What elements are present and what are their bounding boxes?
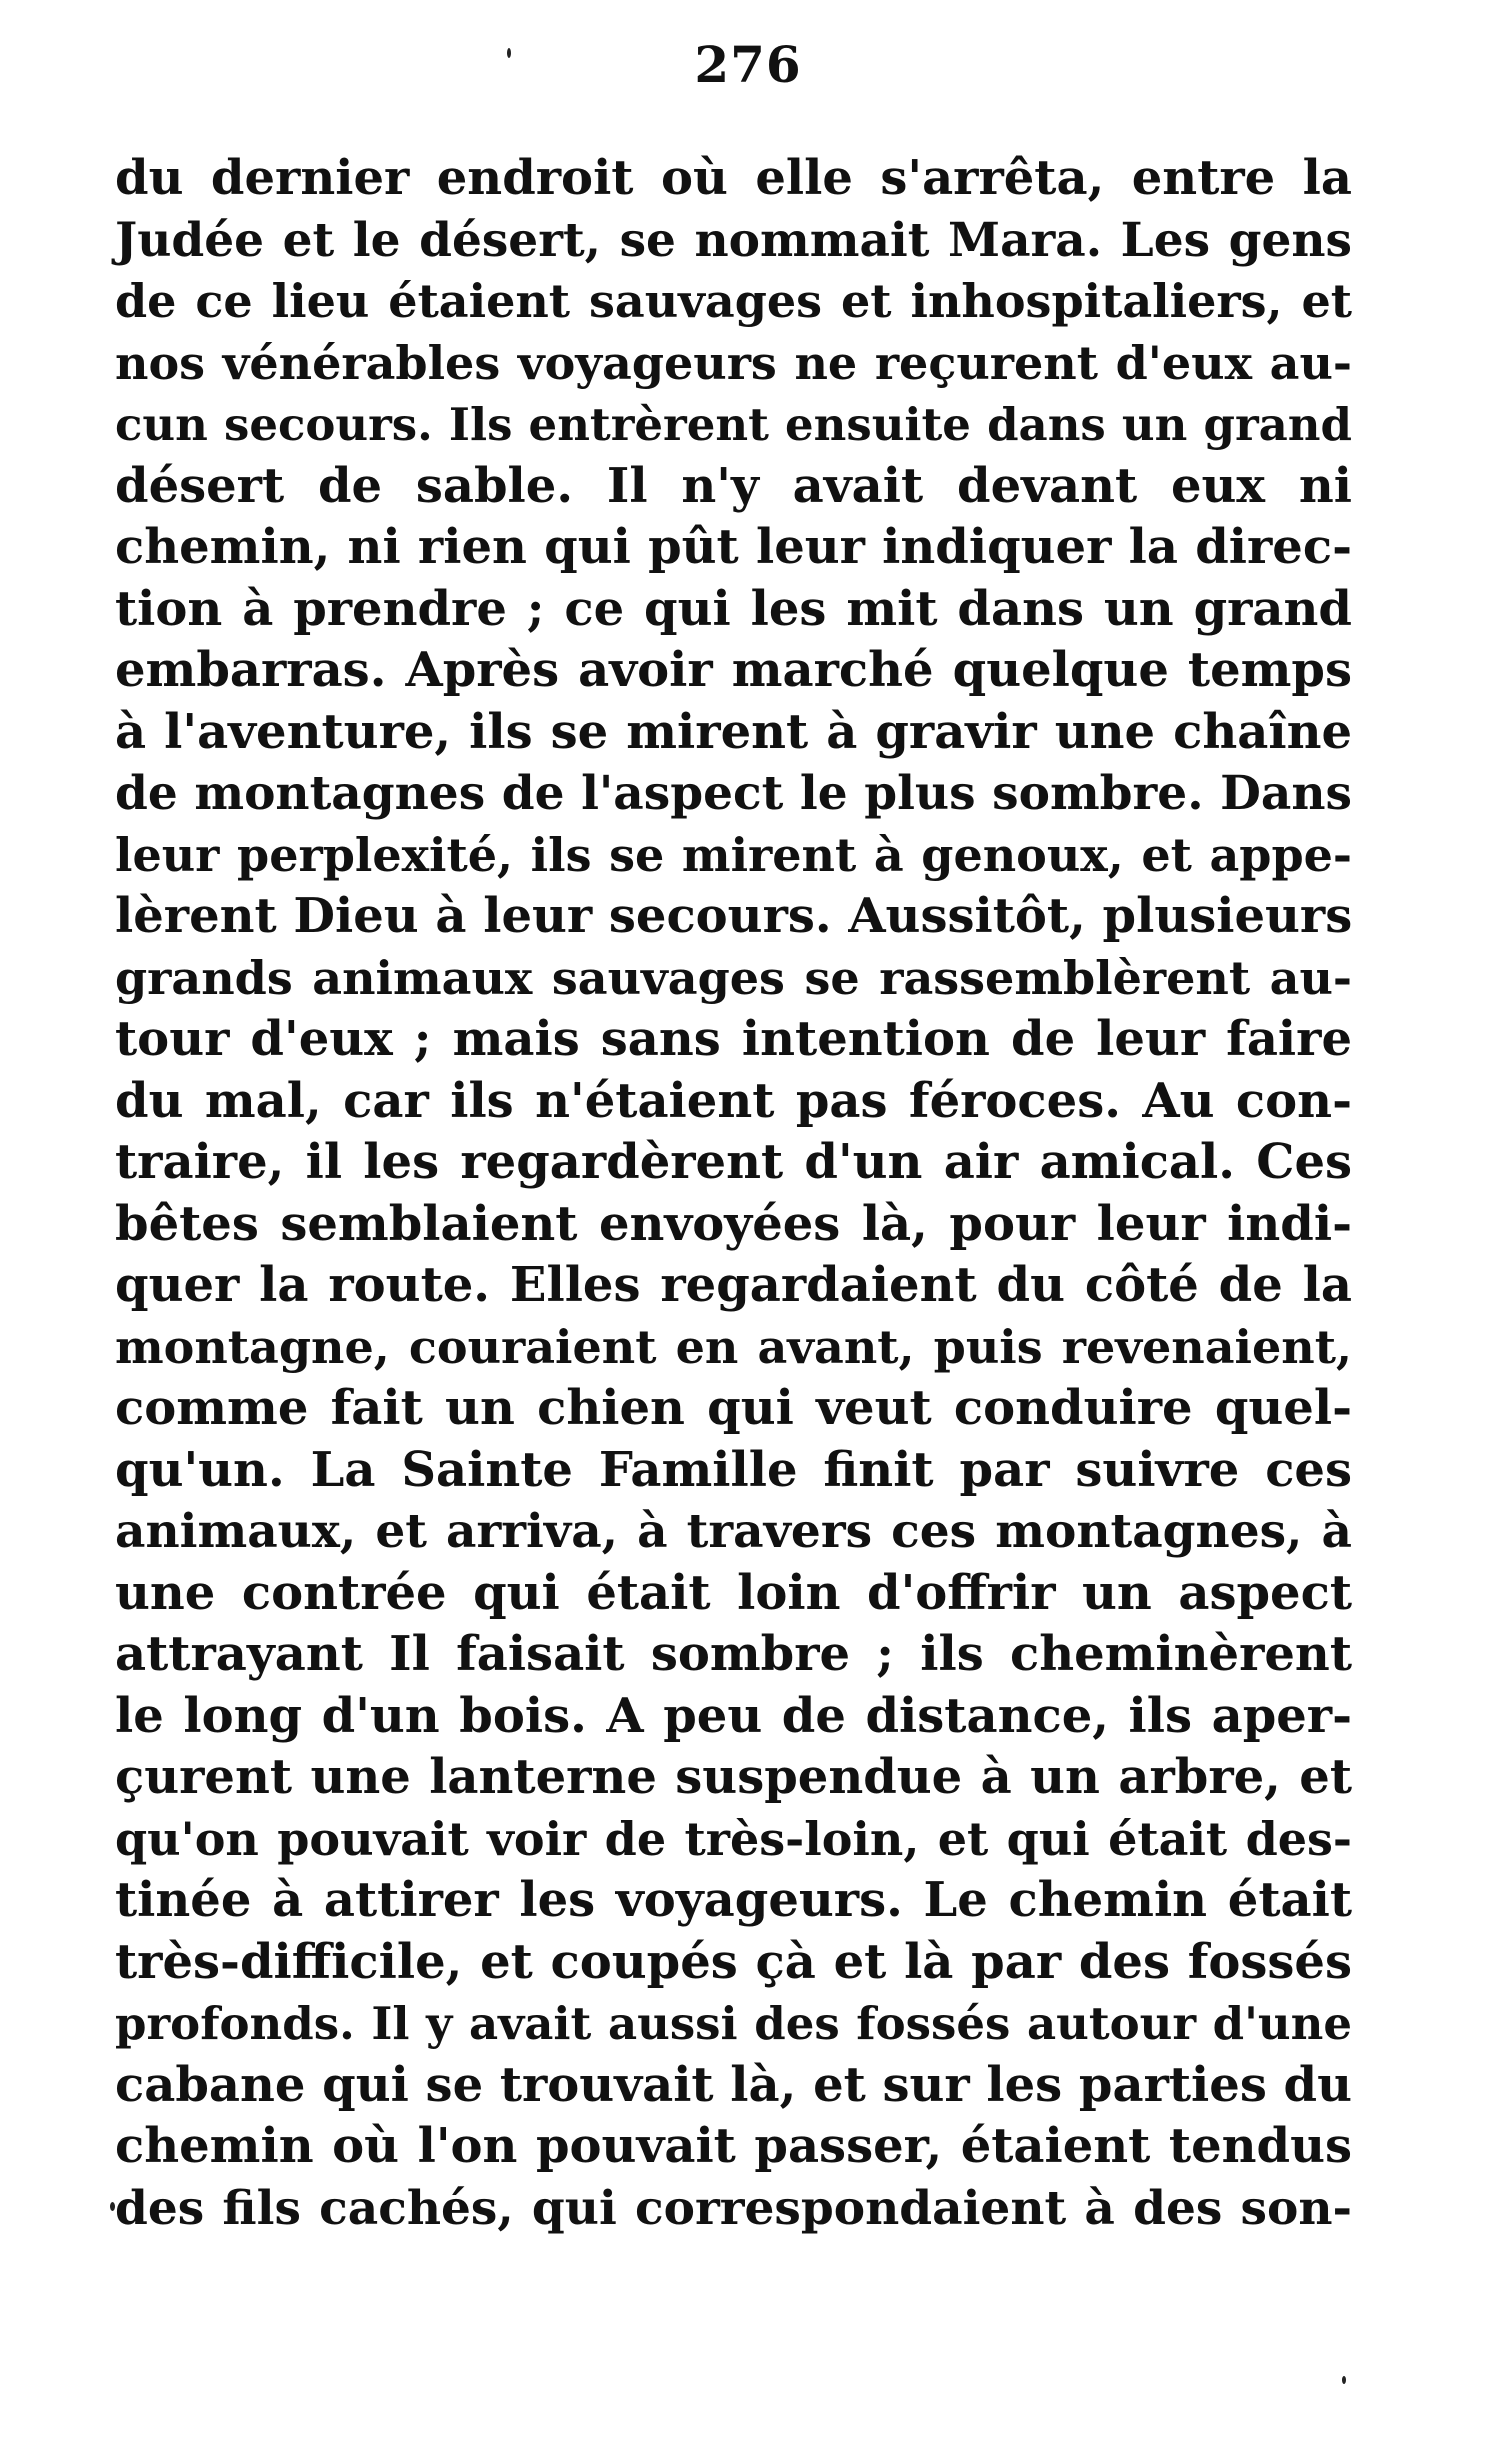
- text-line: cabane qui se trouvait là, et sur les parties du: [115, 2056, 1353, 2113]
- text-line: grands animaux sauvages se rassemblèrent au-: [115, 950, 1352, 1005]
- text-line: montagne, couraient en avant, puis revenaient,: [115, 1319, 1352, 1374]
- scan-speck: [507, 48, 511, 58]
- text-line: bêtes semblaient envoyées là, pour leur indi-: [115, 1195, 1352, 1252]
- text-line: Judée et le désert, se nommait Mara. Les gens: [115, 212, 1352, 268]
- text-line: embarras. Après avoir marché quelque temps: [115, 642, 1352, 698]
- text-line: quer la route. Elles regardaient du côté de la: [115, 1257, 1352, 1313]
- text-line: tinée à attirer les voyageurs. Le chemin était: [115, 1872, 1352, 1928]
- text-line: leur perplexité, ils se mirent à genoux, et appe-: [115, 827, 1352, 882]
- text-line: comme fait un chien qui veut conduire quel-: [115, 1380, 1352, 1436]
- text-line: çurent une lanterne suspendue à un arbre, et: [115, 1749, 1352, 1805]
- text-line: qu'on pouvait voir de très-loin, et qui était des-: [115, 1811, 1352, 1866]
- text-line: lèrent Dieu à leur secours. Aussitôt, plusieurs: [115, 888, 1353, 944]
- text-line: profonds. Il y avait aussi des fossés autour d'une: [115, 1997, 1352, 2050]
- text-line: à l'aventure, ils se mirent à gravir une chaîne: [115, 703, 1352, 760]
- text-line: cun secours. Ils entrèrent ensuite dans un grand: [115, 398, 1352, 451]
- text-line: des fils cachés, qui correspondaient à des son-: [115, 2180, 1352, 2236]
- text-line: désert de sable. Il n'y avait devant eux ni: [115, 457, 1352, 514]
- body-text: [115, 148, 1352, 2239]
- text-line: attrayant Il faisait sombre ; ils cheminèrent: [115, 1626, 1352, 1682]
- text-line: du dernier endroit où elle s'arrêta, entre la: [115, 150, 1352, 206]
- text-line: de montagnes de l'aspect le plus sombre. Dans: [115, 766, 1352, 821]
- text-line: nos vénérables voyageurs ne reçurent d'eux au-: [115, 335, 1352, 390]
- text-line: chemin où l'on pouvait passer, étaient tendus: [115, 2118, 1352, 2174]
- text-line: très-difficile, et coupés çà et là par des fossés: [115, 1933, 1352, 1990]
- text-line: une contrée qui était loin d'offrir un aspect: [115, 1564, 1352, 1621]
- scan-speck: [1342, 2376, 1346, 2384]
- text-line: de ce lieu étaient sauvages et inhospitaliers, et: [115, 274, 1352, 328]
- text-line: tour d'eux ; mais sans intention de leur faire: [115, 1011, 1352, 1067]
- text-line: chemin, ni rien qui pût leur indiquer la direc-: [115, 519, 1352, 575]
- scan-speck: [110, 2202, 115, 2211]
- page-number: 276: [694, 35, 802, 94]
- text-line: tion à prendre ; ce qui les mit dans un grand: [115, 580, 1352, 637]
- text-line: traire, il les regardèrent d'un air amical. Ces: [115, 1134, 1352, 1190]
- text-line: le long d'un bois. A peu de distance, ils aper-: [115, 1687, 1352, 1744]
- text-line: animaux, et arriva, à travers ces montagnes, à: [115, 1504, 1352, 1559]
- text-line: qu'un. La Sainte Famille finit par suivre ces: [115, 1441, 1352, 1498]
- text-line: du mal, car ils n'étaient pas féroces. Au con-: [115, 1072, 1352, 1129]
